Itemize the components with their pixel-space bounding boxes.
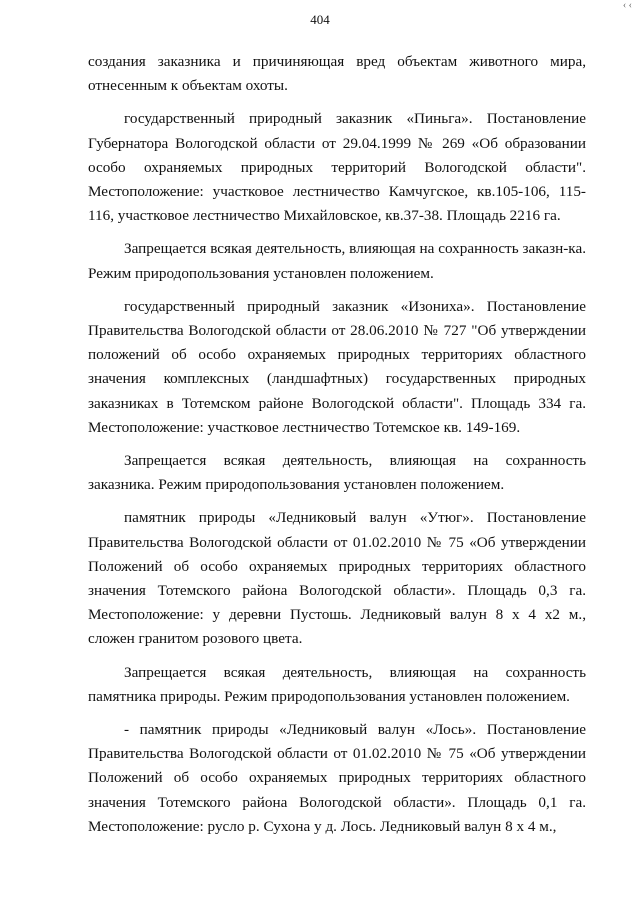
paragraph-monument-utyug: памятник природы «Ледниковый валун «Утюг». Постановление Правительства Вологодской области от 01.02.2010 № 75 «Об утверждении Положений об особо охраняемых природных территориях областного значения Тотемского района Вологодской области». Площадь 0,3 га. Местоположение: у деревни Пустошь. Ледниковый валун 8 х 4 х2 м., сложен гранитом розового цвета. [88,509,586,648]
paragraph-pinga-restrictions: Запрещается всякая деятельность, влияющая на сохранность заказн-ка. Режим природопользования установлен положением. [88,240,586,282]
corner-mark: ‹ ‹ [622,0,632,11]
paragraph-utyug-restrictions: Запрещается всякая деятельность, влияющая на сохранность памятника природы. Режим природопользования установлен положением. [88,663,586,705]
paragraph-monument-los: - памятник природы «Ледниковый валун «Лось». Постановление Правительства Вологодской области от 01.02.2010 № 75 «Об утверждении Положений об особо охраняемых природных территориях областного значения Тотемского района Вологодской области». Площадь 0,1 га. Местоположение: русло р. Сухона у д. Лось. Ледниковый валун 8 х 4 м., [88,721,586,835]
paragraph-zakaznik-izonikha: государственный природный заказник «Изониха». Постановление Правительства Вологодской области от 28.06.2010 № 727 "Об утверждении положений об особо охраняемых природных территориях областного значения комплексных (ландшафтных) государственных природных заказниках в Тотемском районе Вологодской области". Площадь 334 га. Местоположение: участковое лестничество Тотемское кв. 149-169. [88,297,586,436]
page-number: 404 [310,12,330,27]
paragraph-zakaznik-pinga: государственный природный заказник «Пиньга». Постановление Губернатора Вологодской области от 29.04.1999 № 269 «Об образовании особо охраняемых природных территорий Вологодской области". Местоположение: участковое лестничество Камчугское, кв.105-106, 115-116, участковое лестничество Михайловское, кв.37-38. Площадь 2216 га. [88,110,586,225]
document-body [88,50,586,848]
paragraph-continuation: создания заказника и причиняющая вред объектам животного мира, отнесенным к объектам охоты. [88,53,586,95]
paragraph-izonikha-restrictions: Запрещается всякая деятельность, влияющая на сохранность заказника. Режим природопользования установлен положением. [88,452,586,494]
